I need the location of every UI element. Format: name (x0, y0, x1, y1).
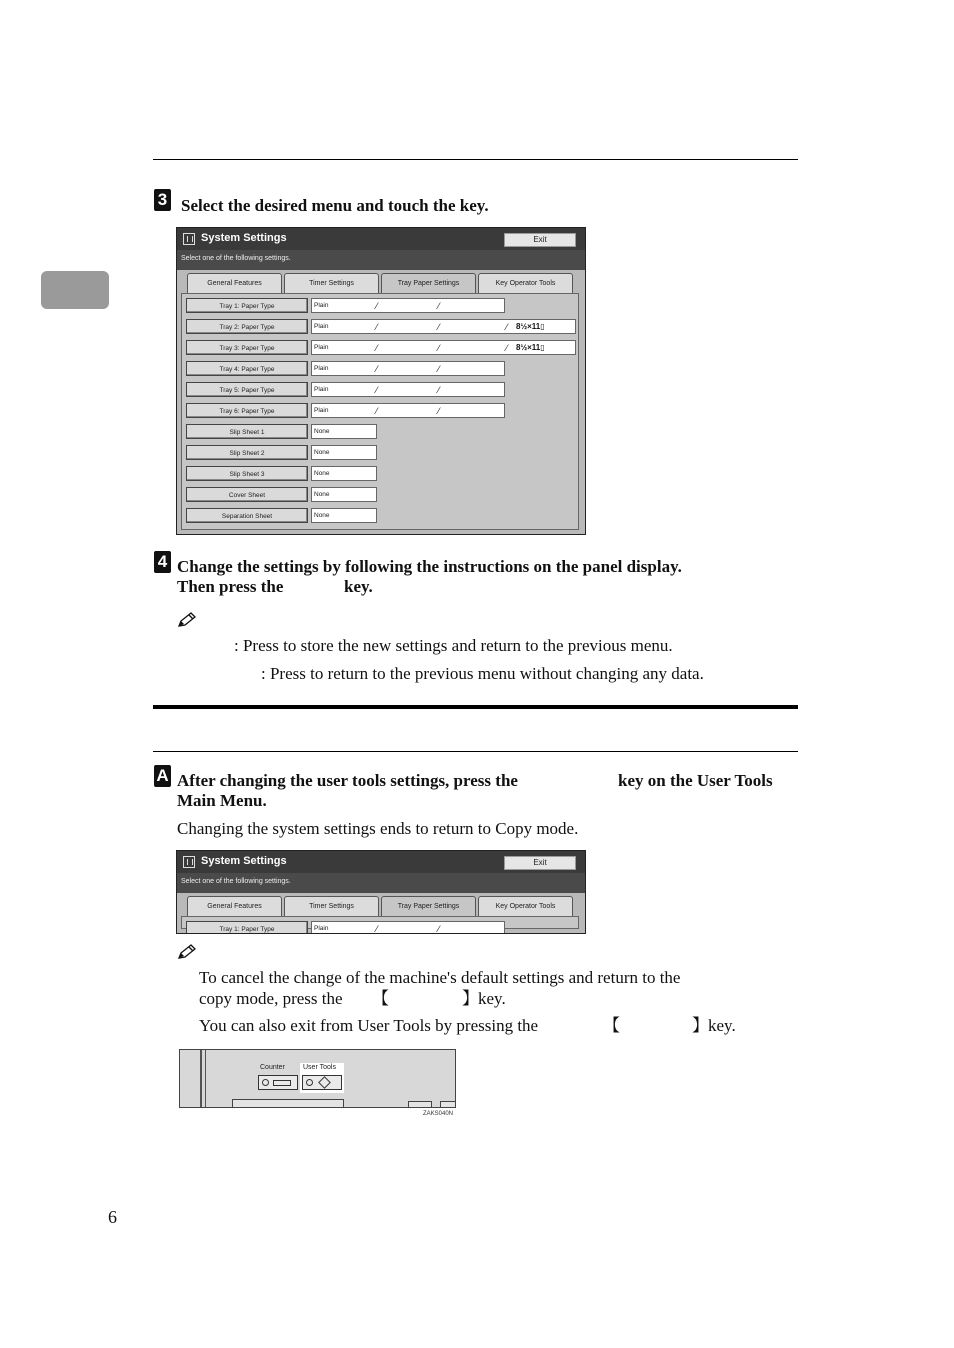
separator-slash: ⁄ (438, 924, 440, 934)
separator-slash: ⁄ (438, 406, 440, 416)
setting-button[interactable]: Tray 4: Paper Type (186, 361, 308, 376)
note-text-line2a: copy mode, press the (199, 989, 343, 1008)
setting-value (311, 424, 377, 439)
chapter-tab (41, 271, 109, 309)
settings-icon (183, 856, 195, 868)
indicator-icon (262, 1079, 269, 1086)
tab-general-features[interactable]: General Features (187, 896, 282, 916)
setting-value-text: None (314, 449, 330, 456)
setting-value-text: None (314, 428, 330, 435)
separator-slash: ⁄ (376, 924, 378, 934)
note-pencil-icon (176, 611, 198, 629)
setting-button[interactable]: Separation Sheet (186, 508, 308, 523)
step-text-line1b: key on the User Tools (618, 771, 773, 790)
setting-value (311, 921, 505, 934)
panel-key (440, 1101, 456, 1108)
separator-slash: ⁄ (438, 364, 440, 374)
section-rule (153, 751, 798, 752)
setting-value (311, 508, 377, 523)
step-text-line2: Main Menu. (177, 791, 267, 810)
separator-slash: ⁄ (376, 322, 378, 332)
step-text-line1a: After changing the user tools settings, press the (177, 771, 518, 790)
indicator-icon (306, 1079, 313, 1086)
note-pencil-icon (176, 943, 198, 961)
user-tools-label: User Tools (303, 1064, 336, 1071)
tab-general-features[interactable]: General Features (187, 273, 282, 293)
exit-button[interactable]: Exit (504, 233, 576, 247)
note-text-line3a: You can also exit from User Tools by pressing the (199, 1016, 539, 1035)
separator-slash: ⁄ (376, 364, 378, 374)
setting-value-text: Plain (314, 323, 329, 330)
setting-value-text: None (314, 512, 330, 519)
setting-value-text: None (314, 491, 330, 498)
setting-value-text: Plain (314, 386, 329, 393)
separator-slash: ⁄ (376, 301, 378, 311)
control-panel-illustration (179, 1049, 456, 1108)
note-text-line1: To cancel the change of the machine's default settings and return to the (199, 968, 681, 987)
step-number: 3 (154, 189, 171, 211)
setting-value-text: Plain (314, 365, 329, 372)
step-text: Change the settings by following the instructions on the panel display. (177, 557, 682, 576)
tab-tray-paper-settings[interactable]: Tray Paper Settings (381, 273, 476, 295)
setting-value (311, 298, 505, 313)
setting-value (311, 403, 505, 418)
step-number: A (154, 765, 171, 787)
setting-value (311, 340, 576, 355)
setting-value-text: Plain (314, 344, 329, 351)
setting-value (311, 382, 505, 397)
separator-slash: ⁄ (438, 343, 440, 353)
separator-slash: ⁄ (438, 385, 440, 395)
panel-subtitle: Select one of the following settings. (181, 878, 291, 885)
bracket-open: 【 (372, 989, 389, 1008)
setting-value (311, 319, 576, 334)
setting-value (311, 445, 377, 460)
setting-value (311, 361, 505, 376)
user-tools-key[interactable] (302, 1075, 342, 1090)
section-divider (153, 705, 798, 709)
panel-edge (205, 1050, 206, 1107)
setting-value-text: Plain (314, 925, 329, 932)
panel-edge (200, 1050, 202, 1107)
bracket-open: 【 (603, 1016, 620, 1035)
system-settings-panel-cropped (176, 850, 586, 934)
setting-value-text: Plain (314, 302, 329, 309)
settings-icon (183, 233, 195, 245)
panel-content (181, 293, 579, 530)
panel-content (181, 916, 579, 934)
setting-value-text: Plain (314, 407, 329, 414)
setting-button[interactable]: Tray 1: Paper Type (186, 921, 308, 934)
panel-subtitle: Select one of the following settings. (181, 255, 291, 262)
step-text: Select the desired menu and touch the key. (181, 196, 489, 215)
user-tools-icon (318, 1076, 331, 1089)
setting-button[interactable]: Tray 5: Paper Type (186, 382, 308, 397)
separator-slash: ⁄ (376, 406, 378, 416)
system-settings-panel (176, 227, 586, 535)
figure-code: ZAKS040N (423, 1111, 454, 1117)
paper-size: 8½×11▯ (516, 322, 545, 331)
step-number: 4 (154, 551, 171, 573)
panel-title: System Settings (201, 232, 287, 244)
tab-timer-settings[interactable]: Timer Settings (284, 896, 379, 916)
counter-label: Counter (260, 1064, 285, 1071)
step-text-line2a: Then press the (177, 577, 284, 596)
bracket-close: 】 (462, 989, 479, 1008)
step-text-line2b: key. (344, 577, 373, 596)
note-ok-text: : Press to store the new settings and return to the previous menu. (234, 636, 673, 655)
panel-key (408, 1101, 432, 1108)
top-rule (153, 159, 798, 160)
tab-timer-settings[interactable]: Timer Settings (284, 273, 379, 293)
note-text-line3b: key. (708, 1016, 736, 1035)
note-cancel-text: : Press to return to the previous menu without changing any data. (261, 664, 704, 683)
separator-slash: ⁄ (376, 385, 378, 395)
setting-button[interactable]: Tray 6: Paper Type (186, 403, 308, 418)
exit-button[interactable]: Exit (504, 856, 576, 870)
setting-button[interactable]: Slip Sheet 2 (186, 445, 308, 460)
setting-button[interactable]: Tray 3: Paper Type (186, 340, 308, 355)
separator-slash: ⁄ (506, 322, 508, 332)
bracket-close: 】 (692, 1016, 709, 1035)
separator-slash: ⁄ (438, 322, 440, 332)
setting-button[interactable]: Slip Sheet 1 (186, 424, 308, 439)
note-text-line2b: key. (478, 989, 506, 1008)
separator-slash: ⁄ (438, 301, 440, 311)
setting-value-text: None (314, 470, 330, 477)
tab-tray-paper-settings[interactable]: Tray Paper Settings (381, 896, 476, 918)
separator-slash: ⁄ (376, 343, 378, 353)
setting-button[interactable]: Tray 2: Paper Type (186, 319, 308, 334)
separator-slash: ⁄ (506, 343, 508, 353)
setting-button[interactable]: Cover Sheet (186, 487, 308, 502)
setting-button[interactable]: Slip Sheet 3 (186, 466, 308, 481)
panel-title: System Settings (201, 855, 287, 867)
step-body: Changing the system settings ends to return to Copy mode. (177, 819, 579, 838)
page-number: 6 (108, 1207, 117, 1227)
tab-key-operator-tools[interactable]: Key Operator Tools (478, 273, 573, 293)
paper-size: 8½×11▯ (516, 343, 545, 352)
setting-button[interactable]: Tray 1: Paper Type (186, 298, 308, 313)
counter-icon (273, 1080, 291, 1086)
setting-value (311, 466, 377, 481)
setting-value (311, 487, 377, 502)
panel-key (232, 1099, 344, 1108)
counter-key[interactable] (258, 1075, 298, 1090)
tab-key-operator-tools[interactable]: Key Operator Tools (478, 896, 573, 916)
